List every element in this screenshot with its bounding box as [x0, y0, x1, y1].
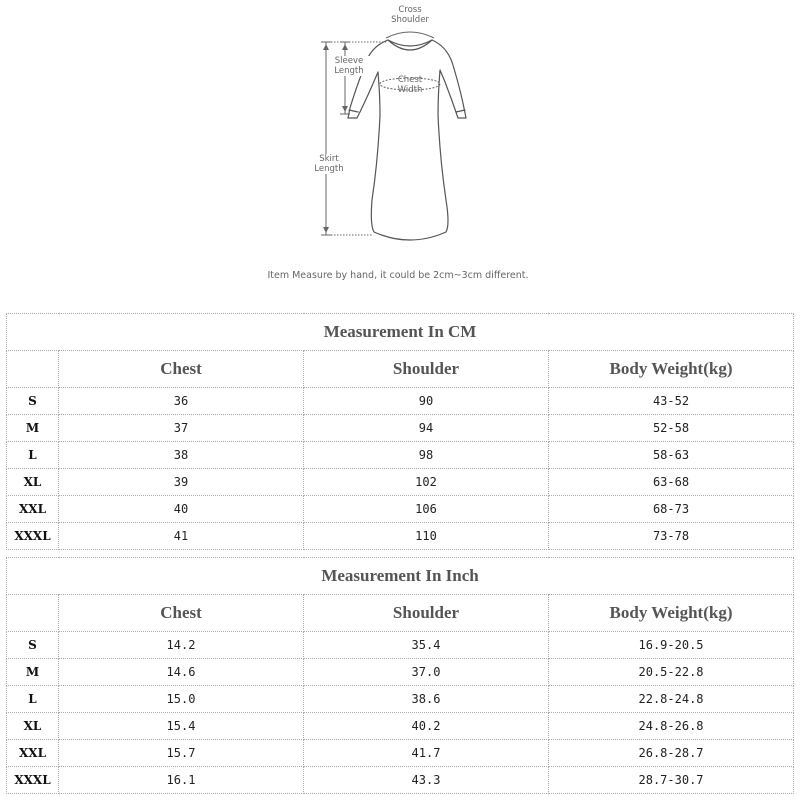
weight-cell: 73-78	[549, 523, 794, 550]
shoulder-cell: 41.7	[304, 740, 549, 767]
header-size	[7, 351, 59, 388]
chest-cell: 15.0	[59, 686, 304, 713]
shoulder-cell: 43.3	[304, 767, 549, 794]
size-cell: XL	[7, 469, 59, 496]
shoulder-cell: 94	[304, 415, 549, 442]
shoulder-cell: 35.4	[304, 632, 549, 659]
chest-cell: 40	[59, 496, 304, 523]
table-row	[7, 659, 794, 686]
shoulder-cell: 90	[304, 388, 549, 415]
size-cell: XXXL	[7, 523, 59, 550]
size-cell: L	[7, 686, 59, 713]
neckline	[388, 40, 432, 50]
table-row	[7, 523, 794, 550]
weight-cell: 52-58	[549, 415, 794, 442]
right-cuff	[456, 110, 465, 112]
left-cuff	[349, 110, 358, 112]
cm-size-table	[6, 313, 794, 550]
dress-diagram	[0, 0, 800, 300]
header-body-weight: Body Weight(kg)	[549, 595, 794, 632]
size-cell: XL	[7, 713, 59, 740]
size-cell: M	[7, 659, 59, 686]
size-cell: XXL	[7, 740, 59, 767]
weight-cell: 26.8-28.7	[549, 740, 794, 767]
table-row	[7, 388, 794, 415]
header-shoulder: Shoulder	[304, 595, 549, 632]
table-row	[7, 442, 794, 469]
size-cell: S	[7, 632, 59, 659]
header-chest: Chest	[59, 351, 304, 388]
size-cell: S	[7, 388, 59, 415]
weight-cell: 16.9-20.5	[549, 632, 794, 659]
table-row	[7, 740, 794, 767]
skirt-length-label: Skirt Length	[308, 154, 350, 174]
chest-cell: 14.6	[59, 659, 304, 686]
header-body-weight: Body Weight(kg)	[549, 351, 794, 388]
chest-cell: 38	[59, 442, 304, 469]
weight-cell: 22.8-24.8	[549, 686, 794, 713]
table-row	[7, 632, 794, 659]
sleeve-length-label: Sleeve Length	[327, 56, 371, 76]
shoulder-cell: 38.6	[304, 686, 549, 713]
table-row	[7, 767, 794, 794]
table-title: Measurement In CM	[7, 314, 794, 351]
weight-cell: 28.7-30.7	[549, 767, 794, 794]
shoulder-cell: 102	[304, 469, 549, 496]
table-row	[7, 686, 794, 713]
chest-cell: 37	[59, 415, 304, 442]
cross-shoulder-label: Cross Shoulder	[391, 5, 429, 25]
table-row	[7, 713, 794, 740]
table-row	[7, 469, 794, 496]
shoulder-cell: 106	[304, 496, 549, 523]
chest-width-label: Chest Width	[397, 75, 423, 95]
chest-cell: 16.1	[59, 767, 304, 794]
chest-cell: 15.4	[59, 713, 304, 740]
weight-cell: 20.5-22.8	[549, 659, 794, 686]
weight-cell: 58-63	[549, 442, 794, 469]
shoulder-cell: 110	[304, 523, 549, 550]
cross-shoulder-arc	[386, 32, 434, 38]
shoulder-cell: 37.0	[304, 659, 549, 686]
chest-cell: 41	[59, 523, 304, 550]
table-row	[7, 496, 794, 523]
shoulder-cell: 40.2	[304, 713, 549, 740]
size-cell: XXXL	[7, 767, 59, 794]
size-cell: M	[7, 415, 59, 442]
header-shoulder: Shoulder	[304, 351, 549, 388]
header-chest: Chest	[59, 595, 304, 632]
inch-size-table	[6, 557, 794, 794]
weight-cell: 68-73	[549, 496, 794, 523]
size-cell: L	[7, 442, 59, 469]
weight-cell: 63-68	[549, 469, 794, 496]
chest-cell: 15.7	[59, 740, 304, 767]
chest-cell: 14.2	[59, 632, 304, 659]
measure-note: Item Measure by hand, it could be 2cm~3cm different.	[267, 270, 529, 281]
table-title: Measurement In Inch	[7, 558, 794, 595]
weight-cell: 43-52	[549, 388, 794, 415]
chest-cell: 36	[59, 388, 304, 415]
shoulder-cell: 98	[304, 442, 549, 469]
header-size	[7, 595, 59, 632]
table-row	[7, 415, 794, 442]
weight-cell: 24.8-26.8	[549, 713, 794, 740]
table-header-row	[7, 595, 794, 632]
size-cell: XXL	[7, 496, 59, 523]
table-header-row	[7, 351, 794, 388]
chest-cell: 39	[59, 469, 304, 496]
